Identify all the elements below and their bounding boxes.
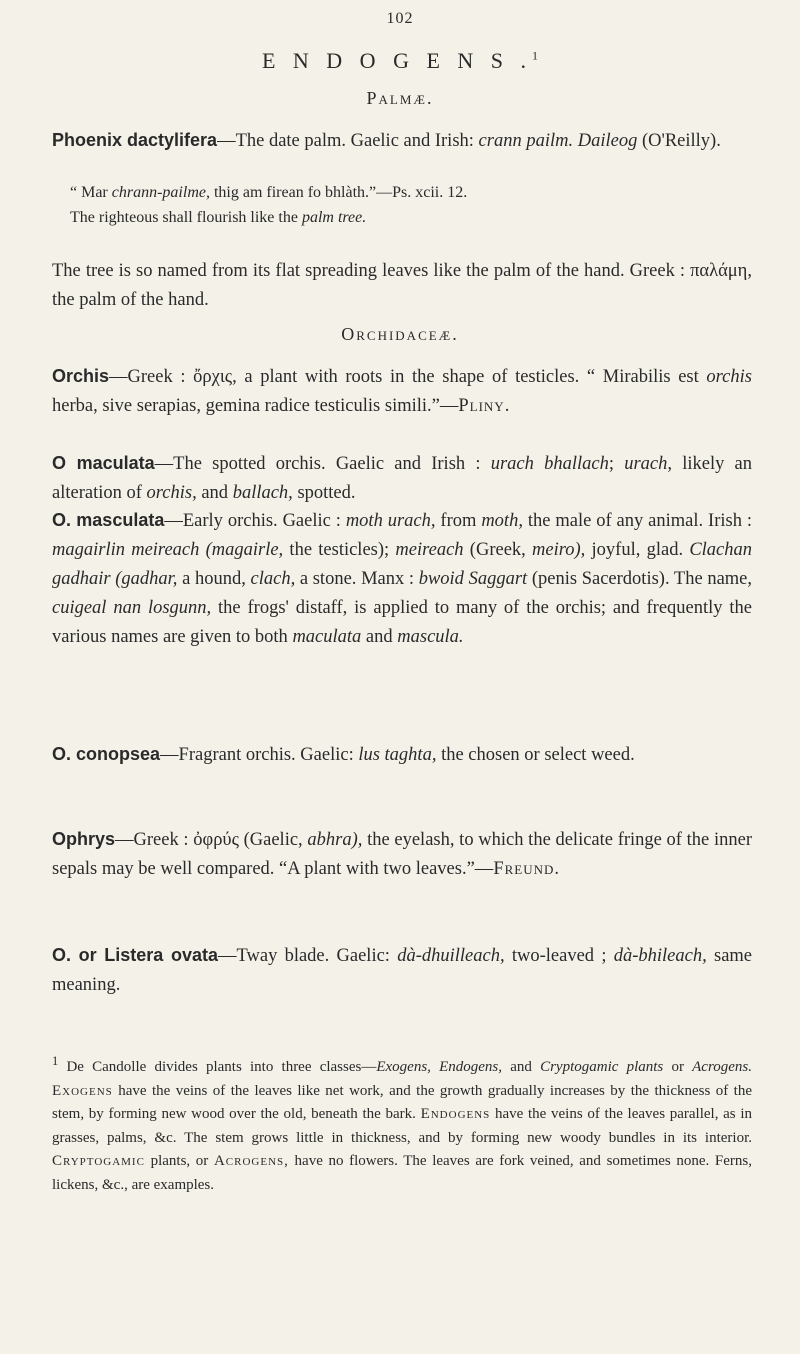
footnote-mark: 1 xyxy=(532,48,539,63)
entry-ophrys: Ophrys—Greek : ὀφρύς (Gaelic, abhra), the eyelash, to which the delicate fringe of the inner sepals may be well compared. “A plant with two leaves.”—Freund. xyxy=(52,828,752,879)
chapter-heading-text: E N D O G E N S . xyxy=(261,48,533,73)
entry-lemma: Orchis xyxy=(52,365,110,386)
entry-lemma: O. conopsea xyxy=(52,743,161,764)
footnote: $^1$ De Candolle divides plants into three classes—Exogens, Endogens, and Cryptogamic plants or Acrogens. Exogens have the veins of the leaves like net work, and the growth gradually increases by the thickness of the stem, by forming new wood over the old, beneath the bark. Endogens have the veins of the leaves parallel, as in grasses, palms, &c. The stem grows little in thickness, and by forming new woody bundles in its interior. Cryptogamic plants, or Acrogens, have no flowers. The leaves are fork veined, and sometimes none. Ferns, lickens, &c., are examples. xyxy=(52,1054,753,1193)
footnote-number: 1 xyxy=(52,1054,59,1068)
entry-lemma: O. or Listera ovata xyxy=(52,944,218,965)
entry-maculata: O maculata—The spotted orchis. Gaelic and Irish : urach bhallach; urach, likely an alteration of orchis, and ballach, spotted. xyxy=(52,452,753,503)
page-number: 102 xyxy=(386,10,414,27)
section-heading-orchidaceae: Orchidaceæ. xyxy=(341,324,459,344)
entry-masculata: O. masculata—Early orchis. Gaelic : moth urach, from moth, the male of any animal. Irish : magairlin meireach (magairle, the testicles); meireach (Greek, meiro), joyful, glad. Clachan gadhair (gadhar, a hound, clach, a stone. Manx : bwoid Saggart (penis Sacerdotis). The name, cuigeal nan losgunn, the frogs' distaff, is applied to many of the orchis; and frequently the various names are given to both maculata and mascula. xyxy=(52,509,753,647)
entry-lemma: Phoenix dactylifera xyxy=(52,129,218,150)
section-heading-palmae: Palmæ. xyxy=(366,88,434,108)
entry-phoenix-etymology: The tree is so named from its flat spreading leaves like the palm of the hand. Greek : παλάμη, the palm of the hand. xyxy=(52,260,752,310)
entry-lemma: O maculata xyxy=(52,452,155,473)
entry-phoenix: Phoenix dactylifera—The date palm. Gaelic and Irish: crann pailm. Daileog (O'Reilly). xyxy=(52,129,721,151)
entry-conopsea: O. conopsea—Fragrant orchis. Gaelic: lus taghta, the chosen or select weed. xyxy=(52,743,635,765)
entry-lemma: O. masculata xyxy=(52,509,165,530)
entry-lemma: Ophrys xyxy=(52,828,116,849)
entry-listera: O. or Listera ovata—Tway blade. Gaelic: dà-dhuilleach, two-leaved ; dà-bhileach, same meaning. xyxy=(52,944,753,995)
chapter-heading xyxy=(0,48,800,74)
scripture-quote: “ Mar chrann-pailme, thig am firean fo bhlàth.”—Ps. xcii. 12. The righteous shall flourish like the palm tree. xyxy=(70,184,468,226)
entry-orchis: Orchis—Greek : ὄρχις, a plant with roots in the shape of testicles. “ Mirabilis est orchis herba, sive serapias, gemina radice testiculis simili.”—Pliny. xyxy=(52,365,752,416)
